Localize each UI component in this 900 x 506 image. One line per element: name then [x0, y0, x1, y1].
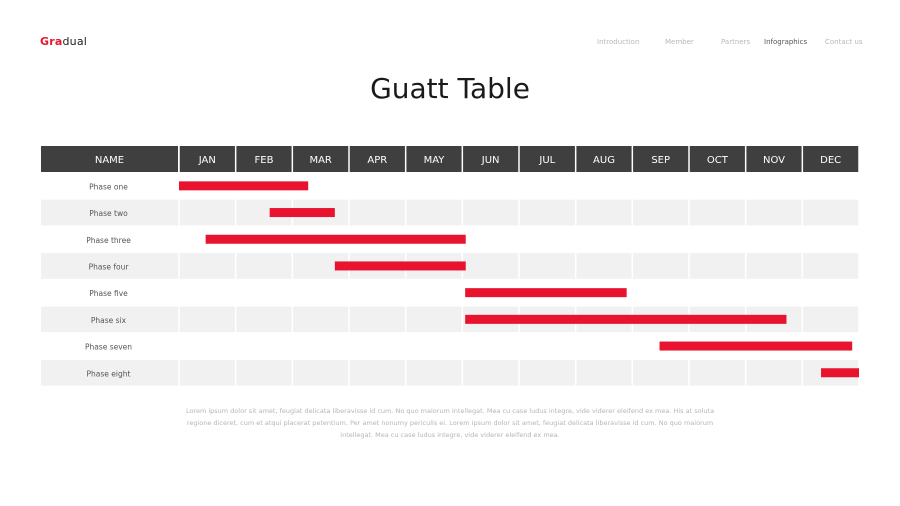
month-label: DEC	[820, 155, 842, 166]
task-bar	[465, 315, 786, 324]
task-bar	[179, 181, 308, 190]
task-bar	[660, 342, 853, 351]
task-label: Phase three	[86, 235, 131, 245]
month-label: MAY	[423, 155, 445, 166]
task-bar	[821, 368, 859, 377]
month-label: APR	[367, 155, 388, 166]
footer-paragraph: Lorem ipsum dolor sit amet, feugiat delicata liberavisse id cum. No quo maiorum intellegat. Mea cu case ludus integre, vide viderer eleifend ex mea. His at soluta regione diceret, cum et atqui placerat petentium. Per amet nonumy periculis ei. Lorem ipsum dolor sit amet, feugiat delicata liberavisse id cum. No quo maiorum intellegat. Mea cu case ludus integre, vide viderer eleifend ex mea.	[185, 407, 715, 439]
row-background	[41, 280, 859, 306]
row-background	[41, 200, 859, 226]
month-label: OCT	[706, 155, 728, 166]
logo-dark-part: dual	[62, 35, 88, 48]
task-bar	[206, 235, 466, 244]
month-label: FEB	[254, 155, 274, 166]
month-label: JUN	[481, 155, 500, 166]
nav-item-contact-us[interactable]: Contact us	[825, 38, 863, 46]
name-header-label: NAME	[94, 155, 125, 166]
month-label: MAR	[309, 155, 332, 166]
task-bar	[335, 261, 466, 270]
task-label: Phase four	[88, 262, 129, 272]
task-bar	[270, 208, 335, 217]
task-label: Phase five	[89, 289, 128, 299]
task-label: Phase one	[89, 182, 128, 192]
nav-item-infographics[interactable]: Infographics	[764, 38, 808, 46]
task-label: Phase six	[90, 315, 127, 325]
task-label: Phase eight	[86, 369, 131, 379]
month-label: JAN	[198, 155, 216, 166]
month-label: JUL	[539, 155, 556, 166]
row-background	[41, 173, 859, 199]
logo-red-part: Gra	[40, 35, 63, 48]
task-bar	[465, 288, 626, 297]
nav-item-partners[interactable]: Partners	[721, 38, 751, 46]
page-title: Guatt Table	[370, 72, 530, 105]
nav-item-introduction[interactable]: Introduction	[597, 38, 640, 46]
month-label: AUG	[593, 155, 615, 166]
month-label: SEP	[651, 155, 671, 166]
row-background	[41, 360, 859, 386]
task-label: Phase seven	[84, 342, 133, 352]
month-label: NOV	[762, 155, 786, 166]
nav-item-member[interactable]: Member	[665, 38, 694, 46]
task-label: Phase two	[89, 209, 128, 219]
